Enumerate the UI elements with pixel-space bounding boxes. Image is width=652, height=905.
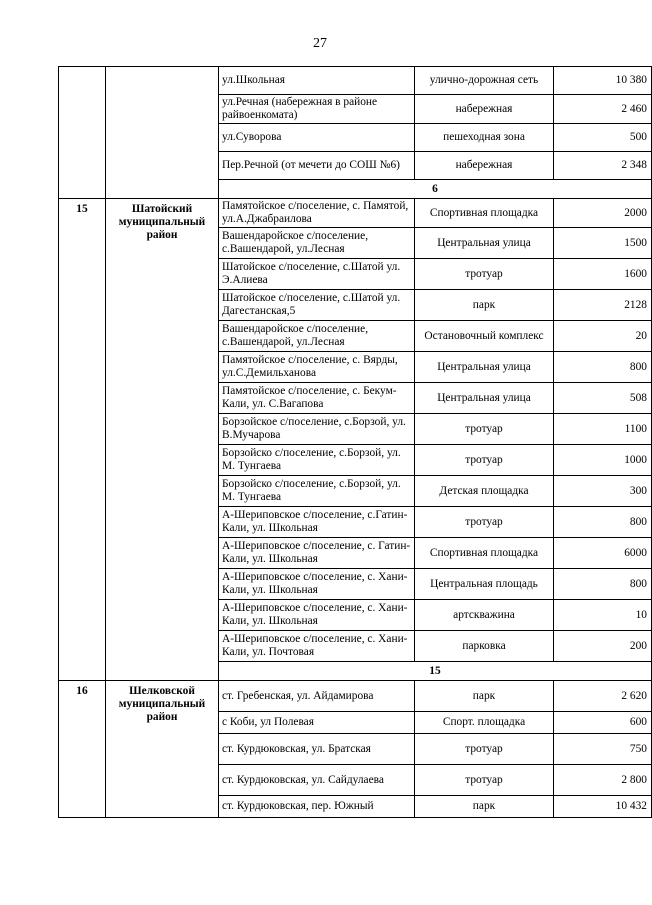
address-cell: ул.Речная (набережная в районе райвоенкомата) [219, 95, 415, 124]
object-type-cell: Центральная площадь [415, 569, 554, 600]
row-number: 15 [59, 199, 106, 681]
area-cell: 200 [554, 631, 652, 662]
address-cell: Шатойское с/поселение, с.Шатой ул. Дагестанская,5 [219, 290, 415, 321]
subtotal-count: 6 [219, 180, 652, 199]
address-cell: А-Шериповское с/поселение, с.Гатин-Кали, ул. Школьная [219, 507, 415, 538]
object-type-cell: Центральная улица [415, 228, 554, 259]
objects-table [58, 66, 652, 818]
district-name: Шелковской муниципальный район [106, 681, 219, 818]
row-number [59, 67, 106, 199]
object-type-cell: набережная [415, 95, 554, 124]
object-type-cell: Спорт. площадка [415, 712, 554, 734]
area-cell: 750 [554, 734, 652, 765]
area-cell: 10 [554, 600, 652, 631]
object-type-cell: артскважина [415, 600, 554, 631]
object-type-cell: тротуар [415, 414, 554, 445]
district-name [106, 67, 219, 199]
object-type-cell: парковка [415, 631, 554, 662]
address-cell: с Коби, ул Полевая [219, 712, 415, 734]
address-cell: ст. Курдюковская, пер. Южный [219, 796, 415, 818]
object-type-cell: Центральная улица [415, 352, 554, 383]
address-cell: ст. Курдюковская, ул. Братская [219, 734, 415, 765]
address-cell: Вашендаройское с/поселение, с.Вашендарой, ул.Лесная [219, 321, 415, 352]
address-cell: Борзойское с/поселение, с.Борзой, ул. В.Мучарова [219, 414, 415, 445]
object-type-cell: улично-дорожная сеть [415, 67, 554, 95]
area-cell: 600 [554, 712, 652, 734]
area-cell: 2000 [554, 199, 652, 228]
page-number: 27 [313, 36, 327, 51]
table-row [59, 681, 652, 712]
address-cell: Борзойско с/поселение, с.Борзой, ул. М. Тунгаева [219, 476, 415, 507]
address-cell: ст. Гребенская, ул. Айдамирова [219, 681, 415, 712]
area-cell: 6000 [554, 538, 652, 569]
address-cell: Шатойское с/поселение, с.Шатой ул. Э.Алиева [219, 259, 415, 290]
area-cell: 2 460 [554, 95, 652, 124]
table-body [59, 67, 652, 818]
object-type-cell: парк [415, 290, 554, 321]
row-number: 16 [59, 681, 106, 818]
area-cell: 2 348 [554, 152, 652, 180]
area-cell: 800 [554, 507, 652, 538]
area-cell: 800 [554, 352, 652, 383]
object-type-cell: тротуар [415, 507, 554, 538]
area-cell: 300 [554, 476, 652, 507]
area-cell: 2 800 [554, 765, 652, 796]
object-type-cell: Детская площадка [415, 476, 554, 507]
address-cell: А-Шериповское с/поселение, с. Хани-Кали, ул. Школьная [219, 569, 415, 600]
area-cell: 1600 [554, 259, 652, 290]
object-type-cell: Центральная улица [415, 383, 554, 414]
area-cell: 10 380 [554, 67, 652, 95]
area-cell: 1100 [554, 414, 652, 445]
address-cell: А-Шериповское с/поселение, с. Хани-Кали, ул. Школьная [219, 600, 415, 631]
table-row [59, 199, 652, 228]
area-cell: 20 [554, 321, 652, 352]
area-cell: 2 620 [554, 681, 652, 712]
object-type-cell: тротуар [415, 445, 554, 476]
area-cell: 2128 [554, 290, 652, 321]
area-cell: 10 432 [554, 796, 652, 818]
object-type-cell: парк [415, 796, 554, 818]
address-cell: Памятойское с/поселение, с. Вярды, ул.С.Демильханова [219, 352, 415, 383]
object-type-cell: Спортивная площадка [415, 199, 554, 228]
address-cell: А-Шериповское с/поселение, с. Хани-Кали, ул. Почтовая [219, 631, 415, 662]
address-cell: ст. Курдюковская, ул. Сайдулаева [219, 765, 415, 796]
address-cell: Борзойско с/поселение, с.Борзой, ул. М. Тунгаева [219, 445, 415, 476]
object-type-cell: тротуар [415, 259, 554, 290]
address-cell: Памятойское с/поселение, с. Бекум-Кали, ул. С.Вагапова [219, 383, 415, 414]
area-cell: 500 [554, 124, 652, 152]
address-cell: Пер.Речной (от мечети до СОШ №6) [219, 152, 415, 180]
object-type-cell: Остановочный комплекс [415, 321, 554, 352]
subtotal-count: 15 [219, 662, 652, 681]
object-type-cell: пешеходная зона [415, 124, 554, 152]
object-type-cell: тротуар [415, 734, 554, 765]
object-type-cell: Спортивная площадка [415, 538, 554, 569]
area-cell: 508 [554, 383, 652, 414]
address-cell: Памятойское с/поселение, с. Памятой, ул.А.Джабраилова [219, 199, 415, 228]
area-cell: 1500 [554, 228, 652, 259]
table-row [59, 67, 652, 95]
object-type-cell: тротуар [415, 765, 554, 796]
object-type-cell: набережная [415, 152, 554, 180]
address-cell: А-Шериповское с/поселение, с. Гатин-Кали, ул. Школьная [219, 538, 415, 569]
district-name: Шатойский муниципальный район [106, 199, 219, 681]
address-cell: ул.Школьная [219, 67, 415, 95]
address-cell: Вашендаройское с/поселение, с.Вашендарой, ул.Лесная [219, 228, 415, 259]
object-type-cell: парк [415, 681, 554, 712]
address-cell: ул.Суворова [219, 124, 415, 152]
area-cell: 1000 [554, 445, 652, 476]
area-cell: 800 [554, 569, 652, 600]
